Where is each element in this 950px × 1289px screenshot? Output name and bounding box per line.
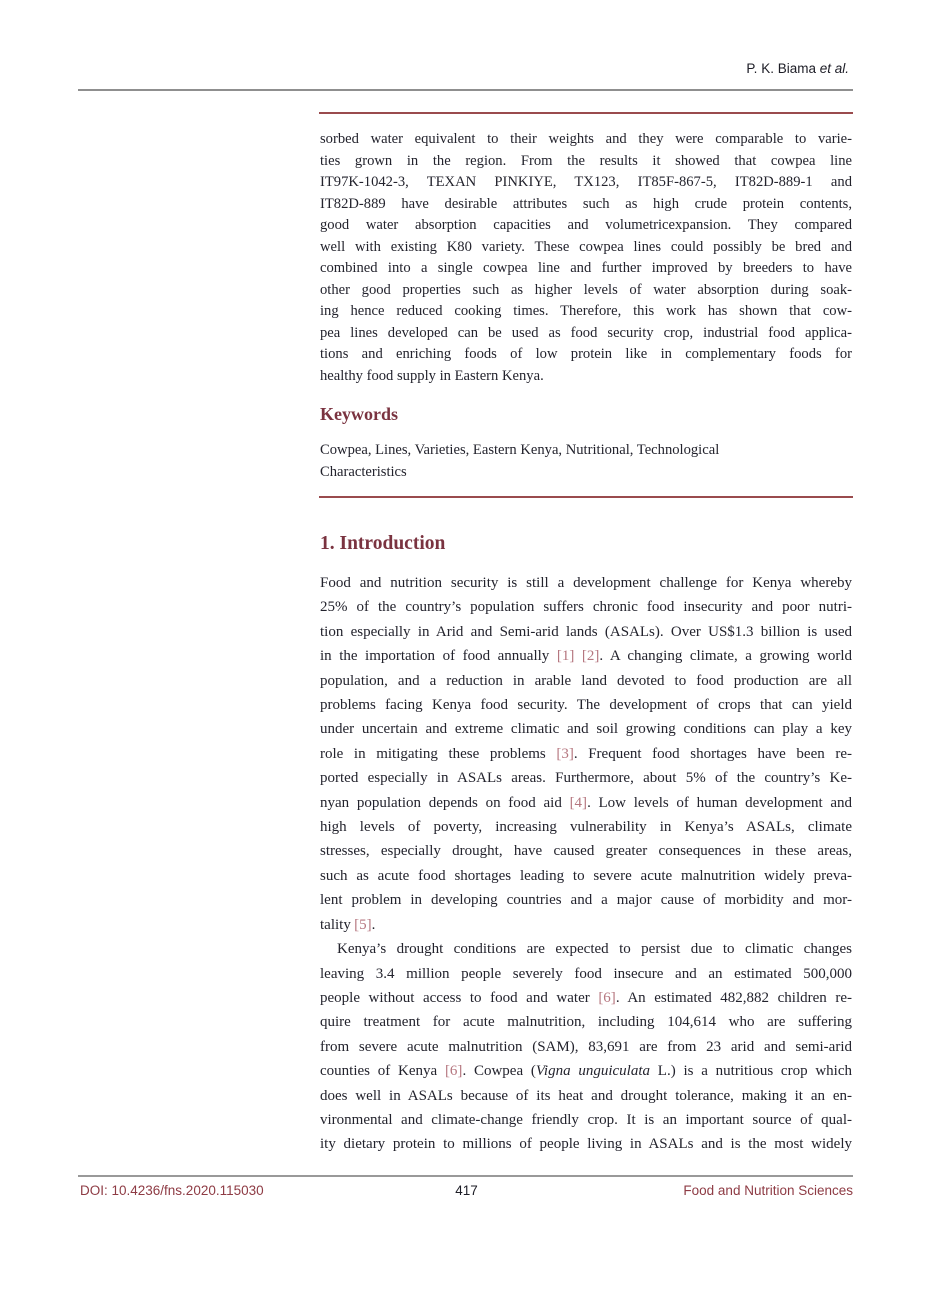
text-segment: nyan population depends on food aid [320, 794, 570, 811]
text-segment: ity dietary protein to millions of people living in ASALs and is the most widely [320, 1136, 852, 1153]
text-segment: good water absorption capacities and volumetricexpansion. They compared [320, 217, 852, 234]
text-line [320, 766, 852, 790]
abstract-top-rule [319, 112, 853, 114]
text-line [320, 913, 852, 937]
text-line [320, 839, 852, 863]
text-line [320, 462, 852, 484]
text-segment: such as acute food shortages leading to severe acute malnutrition widely preva- [320, 867, 852, 884]
text-line [320, 280, 852, 302]
text-segment: high levels of poverty, increasing vulnerability in Kenya’s ASALs, climate [320, 819, 852, 836]
text-line [320, 440, 852, 462]
text-segment: lent problem in developing countries and a major cause of morbidity and mor- [320, 892, 852, 909]
text-line [320, 1108, 852, 1132]
reference-link[interactable]: [5] [354, 916, 372, 933]
journal-name: Food and Nutrition Sciences [683, 1183, 853, 1198]
text-segment: well with existing K80 variety. These cowpea lines could possibly be bred and [320, 238, 852, 255]
text-segment: ported especially in ASALs areas. Furthermore, about 5% of the country’s Ke- [320, 770, 852, 787]
text-line [320, 151, 852, 173]
text-line [320, 301, 852, 323]
page-number: 417 [455, 1183, 478, 1198]
text-line [320, 717, 852, 741]
text-segment: healthy food supply in Eastern Kenya. [320, 368, 544, 385]
text-segment: under uncertain and extreme climatic and soil growing conditions can play a key [320, 721, 852, 738]
text-segment: . [371, 916, 376, 933]
reference-link[interactable]: [4] [569, 794, 588, 811]
text-line [320, 595, 852, 619]
reference-link[interactable]: [3] [556, 745, 574, 762]
text-line [320, 344, 852, 366]
footer-rule [78, 1175, 853, 1177]
text-segment: people without access to food and water [320, 989, 599, 1006]
text-line [320, 791, 852, 815]
text-line [320, 237, 852, 259]
text-line [320, 864, 852, 888]
text-line [320, 366, 852, 388]
text-line [320, 693, 852, 717]
text-segment: tions and enriching foods of low protein like in complementary foods for [320, 346, 852, 363]
text-segment: pea lines developed can be used as food security crop, industrial food applica- [320, 324, 852, 341]
keywords-heading: Keywords [320, 404, 398, 424]
text-segment: from severe acute malnutrition (SAM), 83,691 are from 23 arid and semi-arid [320, 1038, 852, 1055]
text-segment: . Low levels of human development and [587, 794, 853, 811]
text-line [320, 1010, 852, 1034]
text-line [320, 258, 852, 280]
text-line [320, 669, 852, 693]
reference-link[interactable]: [2] [581, 648, 600, 665]
text-segment: combined into a single cowpea line and further improved by breeders to have [320, 260, 852, 277]
reference-link[interactable]: [6] [598, 989, 616, 1006]
text-segment: Kenya’s drought conditions are expected to persist due to climatic changes [337, 941, 852, 958]
page-footer [78, 1183, 853, 1198]
text-line [320, 1035, 852, 1059]
text-segment: vironmental and climate-change friendly crop. It is an important source of qual- [320, 1111, 852, 1128]
text-line [320, 1132, 852, 1156]
text-line [320, 620, 852, 644]
text-line [320, 742, 852, 766]
text-segment: leaving 3.4 million people severely food insecure and an estimated 500,000 [320, 965, 852, 982]
text-segment: . Cowpea ( [462, 1063, 536, 1080]
text-line [320, 215, 852, 237]
text-segment: IT82D-889 have desirable attributes such as high crude protein contents, [320, 195, 852, 212]
reference-link[interactable]: [6] [444, 1063, 463, 1080]
text-segment: role in mitigating these problems [320, 745, 557, 762]
abstract-text [320, 129, 852, 388]
text-line [320, 644, 852, 668]
text-segment [574, 648, 582, 664]
introduction-heading: 1. Introduction [320, 533, 446, 554]
text-line [320, 815, 852, 839]
text-segment: Food and nutrition security is still a development challenge for Kenya whereby [320, 575, 852, 591]
text-line [320, 1059, 852, 1083]
text-segment: problems facing Kenya food security. The development of crops that can yield [320, 697, 852, 714]
text-segment: in the importation of food annually [320, 648, 557, 665]
text-line [320, 1084, 852, 1108]
text-segment: tion especially in Arid and Semi-arid lands (ASALs). Over US$1.3 billion is used [320, 623, 852, 640]
keywords-text [320, 440, 852, 483]
text-segment: sorbed water equivalent to their weights and they were comparable to varie- [320, 131, 852, 147]
running-head-etal: et al. [819, 61, 849, 76]
text-segment: quire treatment for acute malnutrition, including 104,614 who are suffering [320, 1014, 852, 1031]
header-rule [78, 89, 853, 91]
text-segment: Cowpea, Lines, Varieties, Eastern Kenya, Nutritional, Technological [320, 442, 720, 458]
text-segment: . A changing climate, a growing world [599, 648, 853, 665]
text-segment: other good properties such as higher levels of water absorption during soak- [320, 281, 852, 298]
text-segment: does well in ASALs because of its heat and drought tolerance, making it an en- [320, 1087, 852, 1104]
text-line [320, 172, 852, 194]
text-segment: population, and a reduction in arable land devoted to food production are all [320, 672, 852, 689]
text-segment: ties grown in the region. From the results it showed that cowpea line [320, 152, 852, 169]
running-head [78, 61, 849, 76]
text-segment: 25% of the country’s population suffers chronic food insecurity and poor nutri- [320, 599, 852, 616]
text-line [320, 194, 852, 216]
text-segment: . Frequent food shortages have been re- [573, 745, 852, 762]
text-segment: IT97K-1042-3, TEXAN PINKIYE, TX123, IT85F-867-5, IT82D-889-1 and [320, 174, 852, 191]
reference-link[interactable]: [1] [556, 648, 575, 665]
text-segment: Characteristics [320, 463, 407, 480]
text-line [320, 962, 852, 986]
text-line [320, 986, 852, 1010]
text-segment: ing hence reduced cooking times. Therefore, this work has shown that cow- [320, 303, 852, 320]
text-segment: stresses, especially drought, have caused greater consequences in these areas, [320, 843, 852, 860]
text-segment: . An estimated 482,882 children re- [615, 989, 852, 1006]
running-head-author: P. K. Biama [746, 61, 820, 76]
text-segment: tality [320, 916, 355, 933]
text-line [320, 129, 852, 151]
text-line [320, 888, 852, 912]
introduction-text [320, 571, 852, 1157]
text-segment: counties of Kenya [320, 1063, 445, 1080]
text-line [320, 323, 852, 345]
abstract-bottom-rule [319, 496, 853, 498]
doi-link[interactable]: DOI: 10.4236/fns.2020.115030 [80, 1183, 264, 1198]
italic-text: Vigna unguiculata [535, 1063, 651, 1080]
text-segment: L.) is a nutritious crop which [650, 1063, 853, 1080]
text-line [320, 571, 852, 595]
text-line [320, 937, 852, 961]
